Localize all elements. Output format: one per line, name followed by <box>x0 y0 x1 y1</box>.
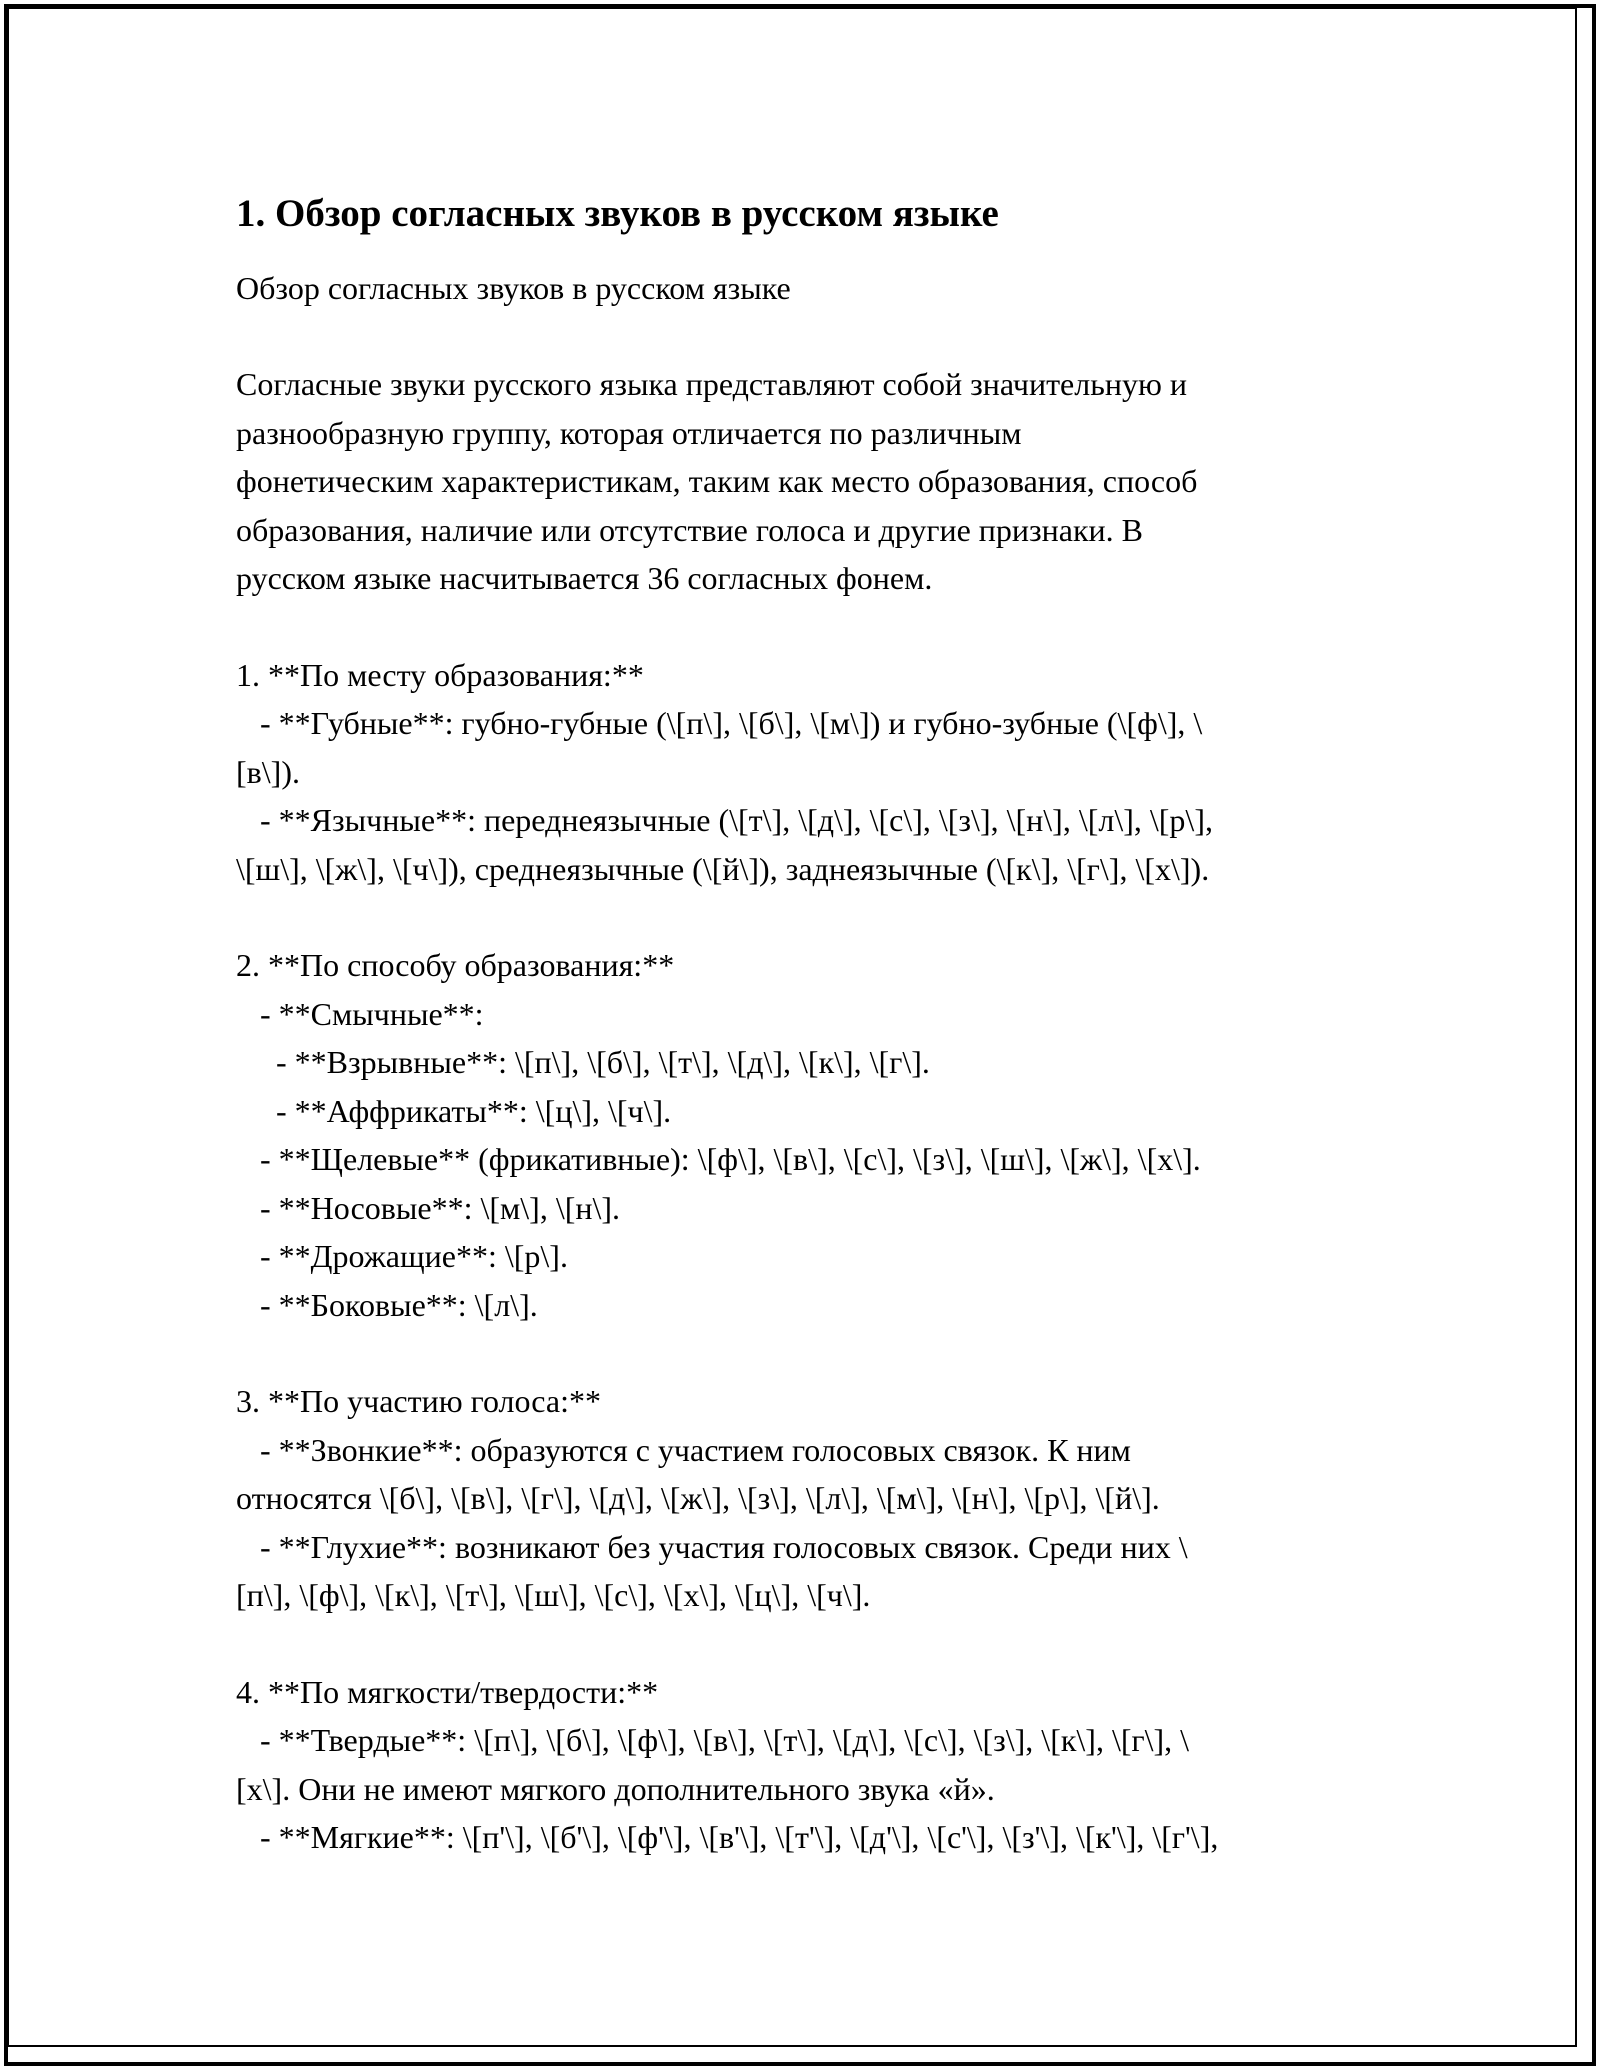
list-item: - **Боковые**: \[л\]. <box>236 1286 538 1323</box>
list-item: - **Носовые**: \[м\], \[н\]. <box>236 1189 621 1226</box>
section-manner-of-articulation <box>236 941 1386 1329</box>
section-place-of-articulation <box>236 651 1386 894</box>
list-item: - **Щелевые** (фрикативные): \[ф\], \[в\], \[с\], \[з\], \[ш\], \[ж\], \[х\]. <box>236 1141 1201 1177</box>
list-item: - **Дрожащие**: \[р\]. <box>236 1238 568 1274</box>
list-item-continuation: \[ш\], \[ж\], \[ч\]), среднеязычные (\[й\]), заднеязычные (\[к\], \[г\], \[х\]). <box>236 850 1210 887</box>
list-item: - **Твердые**: \[п\], \[б\], \[ф\], \[в\], \[т\], \[д\], \[с\], \[з\], \[к\], \[г\], \ <box>236 1722 1190 1758</box>
section-heading: 2. **По способу образования:** <box>236 947 675 983</box>
sub-list-item: - **Взрывные**: \[п\], \[б\], \[т\], \[д\], \[к\], \[г\]. <box>236 1044 930 1080</box>
list-item: - **Мягкие**: \[п'\], \[б'\], \[ф'\], \[в'\], \[т'\], \[д'\], \[с'\], \[з'\], \[к'\], \[г'\], <box>236 1819 1219 1855</box>
section-heading: 1. **По месту образования:** <box>236 656 644 693</box>
list-item: - **Глухие**: возникают без участия голосовых связок. Среди них \ <box>236 1528 1188 1565</box>
document-body <box>236 188 1386 1862</box>
sub-list-item: - **Аффрикаты**: \[ц\], \[ч\]. <box>236 1092 672 1129</box>
section-voicing <box>236 1377 1386 1620</box>
section-softness-hardness <box>236 1668 1386 1862</box>
text-line: разнообразную группу, которая отличается по различным <box>236 414 1022 451</box>
text-line: фонетическим характеристикам, таким как место образования, способ <box>236 463 1198 499</box>
page-title: 1. Обзор согласных звуков в русском языке <box>236 192 999 235</box>
list-item-continuation: относятся \[б\], \[в\], \[г\], \[д\], \[ж\], \[з\], \[л\], \[м\], \[н\], \[р\], \[й\]. <box>236 1480 1160 1516</box>
list-item: - **Губные**: губно-губные (\[п\], \[б\], \[м\]) и губно-зубные (\[ф\], \ <box>236 705 1203 741</box>
text-line: русском языке насчитывается 36 согласных фонем. <box>236 560 933 596</box>
list-item: - **Язычные**: переднеязычные (\[т\], \[д\], \[с\], \[з\], \[н\], \[л\], \[р\], <box>236 802 1213 838</box>
page-subtitle: Обзор согласных звуков в русском языке <box>236 270 791 306</box>
list-item: - **Звонкие**: образуются с участием голосовых связок. К ним <box>236 1431 1131 1468</box>
list-item-continuation: [п\], \[ф\], \[к\], \[т\], \[ш\], \[с\], \[х\], \[ц\], \[ч\]. <box>236 1577 871 1613</box>
list-item: - **Смычные**: <box>236 995 484 1032</box>
list-item-continuation: [х\]. Они не имеют мягкого дополнительного звука «й». <box>236 1770 995 1807</box>
text-line: образования, наличие или отсутствие голоса и другие признаки. В <box>236 511 1144 548</box>
section-heading: 4. **По мягкости/твердости:** <box>236 1673 659 1710</box>
section-heading: 3. **По участию голоса:** <box>236 1383 601 1419</box>
intro-paragraph <box>236 360 1386 603</box>
list-item-continuation: [в\]). <box>236 753 300 790</box>
text-line: Согласные звуки русского языка представляют собой значительную и <box>236 366 1187 402</box>
